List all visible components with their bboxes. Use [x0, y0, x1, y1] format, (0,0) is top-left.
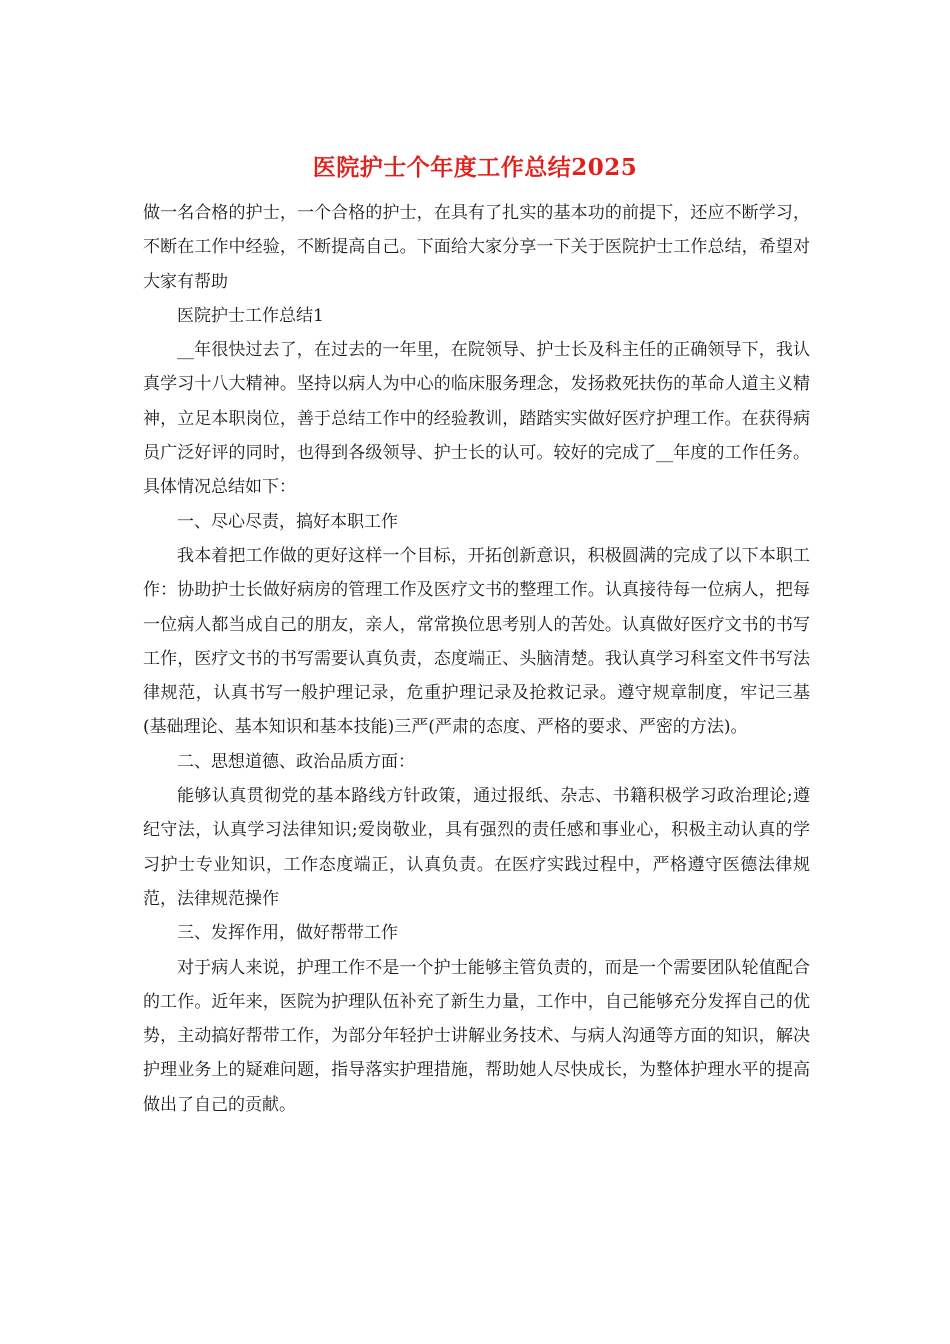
section-heading: 三、发挥作用，做好帮带工作: [177, 923, 398, 944]
body-paragraph: 能够认真贯彻党的基本路线方针政策，通过报纸、杂志、书籍积极学习政治理论;遵纪守法，认真学习法律知识;爱岗敬业，具有强烈的责任感和事业心，积极主动认真的学习护士专业知识，工作态度端正，认真负责。在医疗实践过程中，严格遵守医德法律规范，法律规范操作: [143, 786, 810, 909]
section-heading-summary-1: 医院护士工作总结1: [177, 305, 324, 326]
section-heading: 一、尽心尽责，搞好本职工作: [177, 511, 398, 532]
document-body: [143, 196, 810, 1122]
body-paragraph: 对于病人来说，护理工作不是一个护士能够主管负责的，而是一个需要团队轮值配合的工作。近年来，医院为护理队伍补充了新生力量，工作中，自己能够充分发挥自己的优势，主动搞好帮带工作，为部分年轻护士讲解业务技术、与病人沟通等方面的知识，解决护理业务上的疑难问题，指导落实护理措施，帮助她人尽快成长，为整体护理水平的提高做出了自己的贡献。: [143, 957, 810, 1115]
intro-paragraph: 做一名合格的护士，一个合格的护士，在具有了扎实的基本功的前提下，还应不断学习，不断在工作中经验，不断提高自己。下面给大家分享一下关于医院护士工作总结，希望对大家有帮助: [143, 203, 810, 292]
document-title: 医院护士个年度工作总结2025: [312, 154, 638, 181]
section-heading: 二、思想道德、政治品质方面：: [177, 751, 415, 772]
body-paragraph: __年很快过去了，在过去的一年里，在院领导、护士长及科主任的正确领导下，我认真学习十八大精神。坚持以病人为中心的临床服务理念，发扬救死扶伤的革命人道主义精神，立足本职岗位，善于总结工作中的经验教训，踏踏实实做好医疗护理工作。在获得病员广泛好评的同时，也得到各级领导、护士长的认可。较好的完成了__年度的工作任务。具体情况总结如下：: [143, 340, 810, 498]
body-paragraph: 我本着把工作做的更好这样一个目标，开拓创新意识，积极圆满的完成了以下本职工作：协助护士长做好病房的管理工作及医疗文书的整理工作。认真接待每一位病人，把每一位病人都当成自己的朋友，亲人，常常换位思考别人的苦处。认真做好医疗文书的书写工作，医疗文书的书写需要认真负责，态度端正、头脑清楚。我认真学习科室文件书写法律规范，认真书写一般护理记录，危重护理记录及抢救记录。遵守规章制度，牢记三基(基础理论、基本知识和基本技能)三严(严肃的态度、严格的要求、严密的方法)。: [143, 545, 810, 738]
